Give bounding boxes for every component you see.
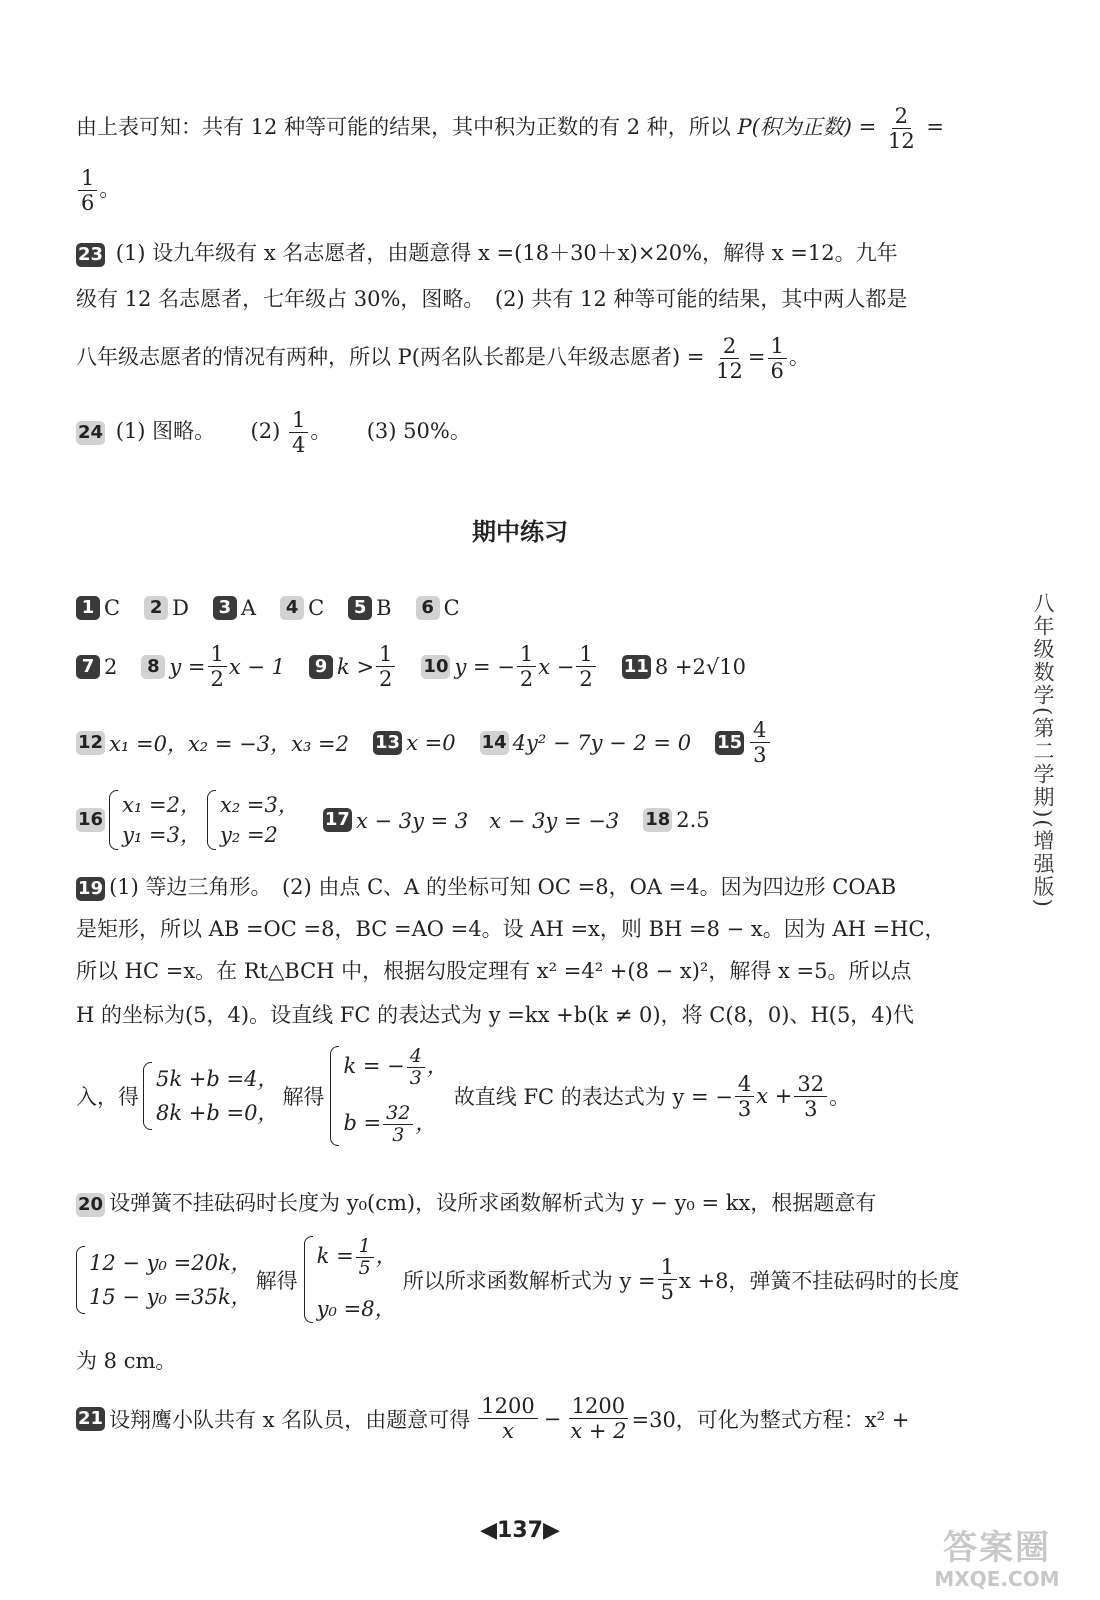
question-number-badge: 12 — [78, 731, 104, 753]
question-number-badge: 11 — [623, 655, 649, 677]
question-number-badge: 7 — [76, 655, 100, 679]
comma: ， — [375, 1244, 397, 1268]
mc-answer — [76, 596, 120, 620]
fraction-denominator: 6 — [770, 359, 784, 383]
fraction-numerator: 4 — [750, 718, 769, 743]
p19-fraction-1 — [735, 1072, 754, 1121]
p19-line2 — [76, 912, 946, 946]
p21-text-post: =30，可化为整式方程：x² + — [631, 1407, 910, 1432]
minus-sign: − — [543, 1406, 562, 1431]
system-line: x₁ =2， — [122, 793, 201, 817]
fraction-denominator: 3 — [392, 1124, 405, 1146]
mc-answers-row — [76, 596, 484, 620]
question-number-badge: 21 — [78, 1407, 104, 1429]
answer-fraction — [376, 642, 395, 691]
fraction-numerator: 32 — [383, 1103, 413, 1125]
answer-q8 — [141, 642, 285, 691]
fraction-numerator: 2 — [720, 334, 739, 359]
answer-value: 8 +2√10 — [654, 654, 746, 679]
fraction-denominator: 3 — [753, 743, 767, 767]
p20-fraction — [658, 1255, 677, 1304]
answer-value: 2.5 — [676, 808, 710, 832]
p20-solve: 解得 — [255, 1268, 298, 1293]
fill-row-2 — [76, 718, 796, 767]
fraction-denominator: 12 — [716, 359, 743, 383]
p24-part-b: (2) — [250, 419, 281, 443]
answer-q13 — [373, 731, 456, 755]
question-number-badge: 15 — [717, 731, 743, 753]
question-number-badge: 3 — [213, 596, 237, 620]
p23-text-line2: 级有 12 名志愿者，七年级占 30%，图略。 (2) 共有 12 种等可能的结果，其中两人都是 — [76, 287, 908, 311]
mc-answer — [280, 596, 324, 620]
p20-system-line — [76, 1236, 959, 1323]
p24-part-c: (3) 50%。 — [366, 419, 471, 443]
system-line: x₂ =3， — [219, 793, 299, 817]
question-number-badge: 13 — [375, 731, 401, 753]
answer-fraction — [208, 642, 227, 691]
mc-answer-value: C — [443, 596, 460, 620]
p22-fraction-b — [78, 166, 97, 215]
mc-answer-value: C — [104, 596, 121, 620]
fraction-numerator: 4 — [735, 1072, 754, 1097]
p20-conclusion-pre: 所以所求函数解析式为 y = — [402, 1268, 656, 1293]
fraction-denominator: x — [502, 1419, 514, 1443]
question-number-badge: 17 — [324, 809, 350, 830]
system-line: 8k +b =0， — [156, 1101, 279, 1125]
system-line: 5k +b =4， — [156, 1067, 279, 1091]
p20-conclusion-post: x +8，弹簧不挂砝码时的长度 — [678, 1268, 960, 1293]
p20-line1 — [76, 1186, 876, 1220]
question-number-badge: 2 — [144, 596, 168, 620]
fraction-numerator: 1 — [356, 1236, 374, 1258]
answer-value: x − 3y = 3 x − 3y = −3 — [355, 809, 620, 833]
answer-q14 — [480, 731, 692, 755]
answer-mid: x − — [538, 654, 575, 679]
answer-q10 — [421, 642, 597, 691]
p23-line2 — [76, 282, 907, 316]
answer-q18 — [643, 808, 709, 832]
answer-pre: k > — [337, 654, 375, 679]
p20-text-line1: 设弹簧不挂砝码时长度为 y₀(cm)，设所求函数解析式为 y − y₀ = kx，根据题意有 — [109, 1191, 877, 1215]
page-number: ◀137▶ — [480, 1518, 560, 1543]
question-number-badge: 23 — [78, 243, 104, 265]
fraction-denominator: 3 — [804, 1096, 818, 1121]
section-title: 期中练习 — [472, 518, 568, 546]
solution-brace — [330, 1046, 447, 1146]
question-number-badge: 20 — [78, 1193, 104, 1215]
fill-row-1 — [76, 642, 770, 691]
p22-prob: P(积为正数) = — [737, 115, 877, 139]
p19-text-line4: H 的坐标为(5，4)。设直线 FC 的表达式为 y =kx +b(k ≠ 0)，将 C(8，0)、H(5，4)代 — [76, 1003, 914, 1027]
solution-brace — [304, 1236, 397, 1323]
solution-k — [317, 1236, 397, 1279]
solution-k-label: k = — [316, 1244, 354, 1268]
fraction-denominator: 5 — [358, 1257, 371, 1279]
question-number-badge: 6 — [416, 596, 440, 620]
p22-line2 — [76, 166, 120, 215]
fraction-denominator: 4 — [291, 433, 306, 457]
p19-lead: 入，得 — [76, 1085, 139, 1109]
p20-text-end: 为 8 cm。 — [76, 1349, 177, 1373]
p19-conclusion: 故直线 FC 的表达式为 y = − — [453, 1085, 733, 1109]
watermark-line2: MXQE.COM — [934, 1567, 1060, 1591]
p19-system-line — [76, 1046, 850, 1146]
fraction-denominator: 5 — [660, 1280, 674, 1304]
question-number-badge: 10 — [423, 655, 449, 677]
fraction-numerator: 1 — [576, 642, 595, 667]
solution-b-fraction — [383, 1103, 413, 1146]
fraction-numerator: 1 — [517, 642, 536, 667]
answer-pre: y = − — [454, 654, 515, 679]
mc-answer — [144, 596, 189, 620]
answer-value: x₁ =0，x₂ = −3，x₃ =2 — [109, 731, 350, 756]
p24-line — [76, 408, 471, 457]
mc-answer — [348, 596, 391, 620]
question-number-badge: 16 — [78, 809, 104, 830]
p22-fraction-a — [885, 104, 918, 153]
p24-fraction — [289, 408, 308, 457]
answer-pre: y = — [169, 654, 206, 679]
fraction-numerator: 1 — [768, 334, 787, 359]
mc-answer-value: D — [172, 596, 189, 620]
watermark-logo — [902, 1528, 1092, 1592]
p19-fraction-2 — [794, 1072, 827, 1121]
fraction-denominator: 3 — [737, 1096, 752, 1121]
question-number-badge: 9 — [309, 655, 333, 679]
fraction-denominator: x + 2 — [570, 1419, 627, 1443]
equation-system-brace — [207, 790, 299, 850]
period: 。 — [99, 177, 121, 201]
period: 。 — [788, 345, 810, 369]
fraction-numerator: 1200 — [569, 1394, 628, 1419]
comma: ， — [426, 1054, 448, 1078]
side-book-title: 八年级数学(第二学期)(增强版) — [1031, 592, 1055, 909]
answer-fraction — [576, 642, 595, 691]
question-number-badge: 14 — [481, 731, 507, 753]
p21-line1 — [76, 1394, 909, 1443]
question-number-badge: 18 — [645, 809, 671, 830]
question-number-badge: 24 — [78, 421, 104, 443]
equals-sign: = — [926, 115, 944, 139]
p21-fraction-1 — [478, 1394, 537, 1443]
p21-text-pre: 设翔鹰小队共有 x 名队员，由题意可得 — [109, 1407, 471, 1432]
answer-fraction — [750, 718, 769, 767]
fraction-denominator: 6 — [81, 191, 95, 215]
answer-q7 — [76, 655, 117, 679]
fraction-denominator: 2 — [379, 667, 393, 691]
p19-line3 — [76, 954, 912, 988]
fraction-numerator: 1 — [289, 408, 308, 433]
answer-q12 — [76, 728, 349, 758]
p23-text-line3: 八年级志愿者的情况有两种，所以 P(两名队长都是八年级志愿者) = — [76, 345, 705, 369]
system-line: 15 − y₀ =35k， — [89, 1284, 252, 1309]
p20-line-end — [76, 1344, 176, 1378]
fill-row-3 — [76, 790, 734, 850]
fraction-denominator: 2 — [210, 667, 224, 691]
period: 。 — [829, 1085, 851, 1109]
p24-part-a: (1) 图略。 — [115, 419, 216, 443]
p19-line1 — [76, 870, 896, 904]
p22-line1 — [76, 104, 944, 153]
answer-q15 — [715, 718, 771, 767]
p19-text-line3: 所以 HC =x。在 Rt△BCH 中，根据勾股定理有 x² =4² +(8 − x)²，解得 x =5。所以点 — [76, 959, 912, 983]
question-number-badge: 8 — [141, 655, 165, 679]
mc-answer-value: B — [376, 596, 392, 620]
system-line: y₁ =3， — [122, 823, 201, 847]
fraction-denominator: 12 — [887, 129, 915, 153]
solution-b — [343, 1103, 447, 1146]
solution-k-fraction — [356, 1236, 374, 1279]
fraction-denominator: 2 — [519, 667, 534, 691]
fraction-numerator: 1200 — [478, 1394, 537, 1419]
fraction-numerator: 1 — [78, 166, 97, 191]
solution-k-fraction — [407, 1046, 425, 1089]
p19-line4 — [76, 998, 914, 1032]
fraction-numerator: 1 — [208, 642, 227, 667]
p19-conclusion-mid: x + — [756, 1084, 793, 1108]
system-line: y₂ =2 — [219, 823, 278, 847]
answer-value: 4y² − 7y − 2 = 0 — [512, 730, 692, 755]
fraction-denominator: 3 — [409, 1067, 422, 1089]
p23-line1 — [76, 236, 898, 270]
mc-answer-value: A — [240, 596, 257, 620]
period: 。 — [310, 419, 332, 443]
p19-solve: 解得 — [282, 1085, 325, 1109]
p19-text-line1: (1) 等边三角形。 (2) 由点 C、A 的坐标可知 OC =8，OA =4。因为四边形 COAB — [109, 875, 897, 899]
p23-fraction-1 — [713, 334, 746, 383]
fraction-numerator: 32 — [794, 1072, 827, 1097]
comma: ， — [415, 1111, 437, 1135]
fraction-numerator: 2 — [892, 104, 911, 129]
mc-answer — [416, 596, 460, 620]
question-number-badge: 4 — [280, 596, 304, 620]
mc-answer — [213, 596, 256, 620]
equals-sign: = — [747, 345, 766, 369]
p23-line3 — [76, 334, 810, 383]
answer-q17 — [323, 805, 619, 835]
equation-system-brace — [109, 790, 201, 850]
solution-k — [343, 1046, 447, 1089]
equation-system-brace — [76, 1246, 252, 1314]
answer-value: 2 — [104, 654, 118, 679]
watermark-line1: 答案圈 — [943, 1528, 1051, 1568]
answer-value: x =0 — [406, 730, 456, 755]
answer-post: x − 1 — [228, 654, 286, 679]
solution-b-label: b = — [343, 1111, 382, 1135]
question-number-badge: 5 — [348, 596, 372, 620]
fraction-numerator: 1 — [376, 642, 395, 667]
solution-k-label: k = − — [343, 1054, 405, 1078]
p19-text-line2: 是矩形，所以 AB =OC =8，BC =AO =4。设 AH =x，则 BH =8 − x。因为 AH =HC， — [76, 917, 946, 941]
p23-text-line1: (1) 设九年级有 x 名志愿者，由题意得 x =(18＋30＋x)×20%，解得 x =12。九年 — [115, 241, 898, 265]
system-line: 12 − y₀ =20k， — [89, 1250, 252, 1275]
fraction-numerator: 4 — [407, 1046, 425, 1068]
equation-system-brace — [143, 1062, 278, 1130]
answer-q9 — [309, 642, 397, 691]
question-number-badge: 1 — [76, 596, 100, 620]
answer-q16 — [76, 790, 299, 850]
fraction-denominator: 2 — [579, 667, 593, 691]
p21-fraction-2 — [567, 1394, 629, 1443]
question-number-badge: 19 — [78, 877, 104, 899]
answer-q11 — [622, 655, 746, 679]
solution-y0: y₀ =8， — [316, 1297, 396, 1321]
answer-fraction — [517, 642, 536, 691]
fraction-numerator: 1 — [658, 1255, 677, 1280]
p23-fraction-2 — [768, 334, 787, 383]
p22-text: 由上表可知：共有 12 种等可能的结果，其中积为正数的有 2 种，所以 — [76, 115, 731, 139]
mc-answer-value: C — [308, 596, 325, 620]
